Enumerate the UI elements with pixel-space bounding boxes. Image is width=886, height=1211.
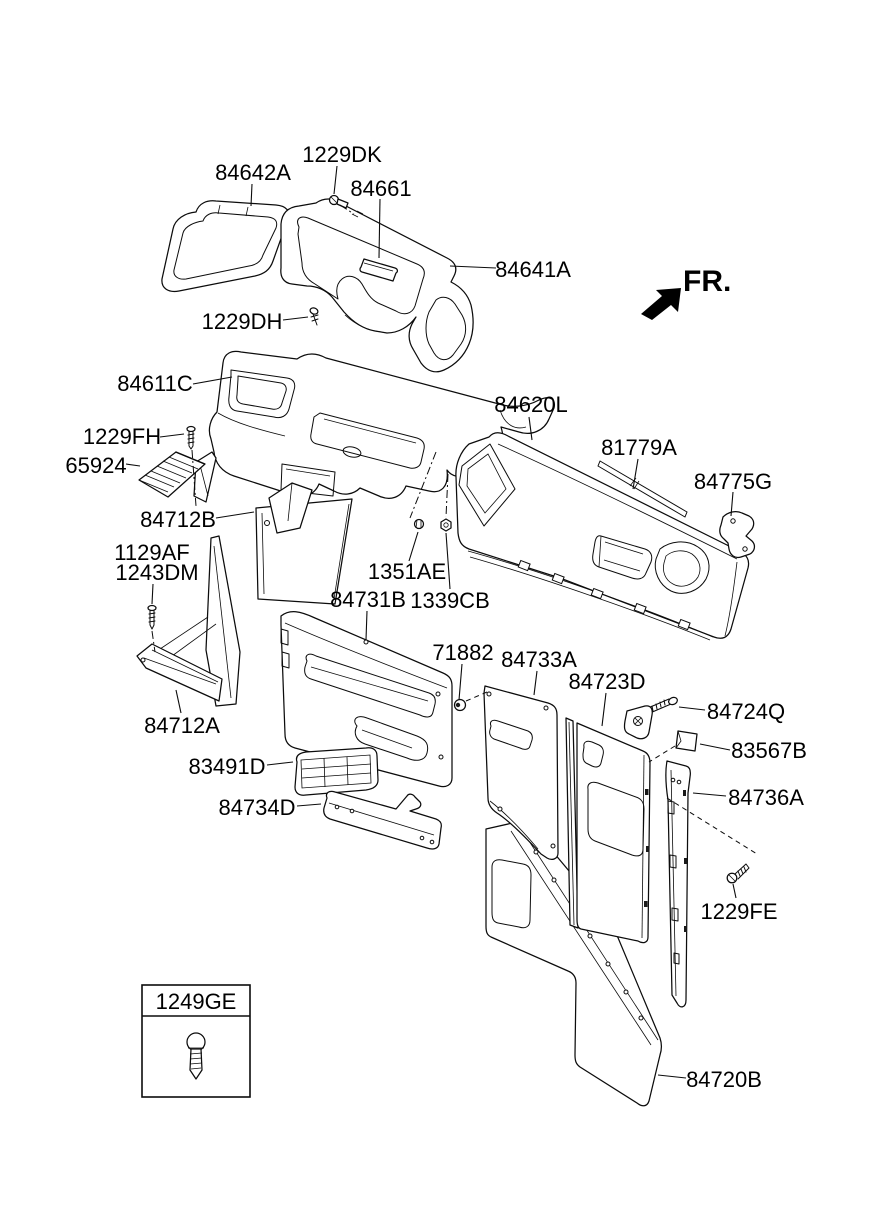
part-label-83567B: 83567B xyxy=(731,738,807,763)
part-label-84736A: 84736A xyxy=(728,785,804,810)
part-label-81779A: 81779A xyxy=(601,435,677,460)
part-label-1351AE: 1351AE xyxy=(367,559,447,584)
part-label-1229FE: 1229FE xyxy=(700,899,778,924)
legend-part-label: 1249GE xyxy=(155,989,237,1014)
part-label-84641A: 84641A xyxy=(495,257,571,282)
part-label-84611C: 84611C xyxy=(117,371,193,396)
part-label-84720B: 84720B xyxy=(686,1067,762,1092)
part-label-84775G: 84775G xyxy=(693,469,773,494)
part-label-84642A: 84642A xyxy=(215,160,291,185)
part-label-71882: 71882 xyxy=(432,640,494,665)
part-label-84712B: 84712B xyxy=(140,507,216,532)
part-label-1229DK: 1229DK xyxy=(302,142,382,167)
part-label-84724Q: 84724Q xyxy=(706,699,786,724)
clip-1351AE-icon xyxy=(415,520,424,529)
front-direction-label: FR. xyxy=(683,265,732,298)
part-label-1229DH: 1229DH xyxy=(201,309,283,334)
part-label-1243DM: 1243DM xyxy=(115,560,199,585)
part-label-84731B: 84731B xyxy=(330,587,406,612)
tape-83567B-icon xyxy=(676,731,697,751)
part-label-1129AF: 1129AF xyxy=(114,540,190,565)
part-label-84620L: 84620L xyxy=(494,392,568,417)
part-label-84734D: 84734D xyxy=(218,795,296,820)
part-label-84733A: 84733A xyxy=(501,647,577,672)
part-label-65924: 65924 xyxy=(65,453,127,478)
legend-box xyxy=(142,985,250,1097)
part-label-84661: 84661 xyxy=(350,176,412,201)
part-drawing-84723D-trim-panel xyxy=(566,718,650,943)
part-label-1229FH: 1229FH xyxy=(82,424,162,449)
part-label-84723D: 84723D xyxy=(568,669,646,694)
part-drawing-83491D-vent xyxy=(295,748,378,795)
part-label-1339CB: 1339CB xyxy=(410,588,490,613)
part-label-84712A: 84712A xyxy=(144,713,220,738)
part-drawing-84712B-cover xyxy=(256,483,352,604)
grommet-71882-icon xyxy=(455,700,466,711)
nut-1339CB-icon xyxy=(441,519,451,531)
part-label-83491D: 83491D xyxy=(188,754,266,779)
